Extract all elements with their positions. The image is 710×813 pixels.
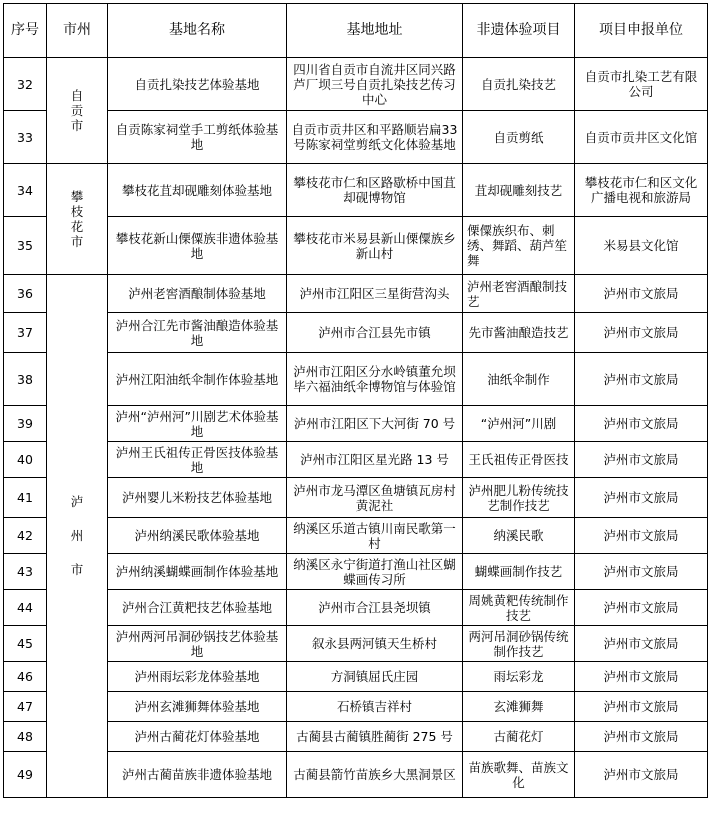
city-label: 攀枝花市 <box>70 189 84 249</box>
cell-address: 石桥镇吉祥村 <box>287 692 463 722</box>
table-row <box>4 692 708 722</box>
cell-seq: 38 <box>4 353 47 406</box>
cell-seq: 40 <box>4 442 47 478</box>
cell-unit: 泸州市文旅局 <box>575 692 708 722</box>
header-address: 基地地址 <box>287 4 463 58</box>
cell-address: 攀枝花市米易县新山傈僳族乡新山村 <box>287 217 463 275</box>
cell-address: 古蔺县箭竹苗族乡大黑洞景区 <box>287 752 463 798</box>
table-row <box>4 353 708 406</box>
cell-name: 泸州纳溪民歌体验基地 <box>108 518 287 554</box>
city-cell-zigong <box>47 58 108 164</box>
cell-unit: 泸州市文旅局 <box>575 752 708 798</box>
cell-unit: 泸州市文旅局 <box>575 406 708 442</box>
cell-seq: 39 <box>4 406 47 442</box>
cell-name: 泸州老窖酒酿制体验基地 <box>108 275 287 313</box>
cell-project: 纳溪民歌 <box>463 518 575 554</box>
cell-project: 蝴蝶画制作技艺 <box>463 554 575 590</box>
cell-name: 泸州合江先市酱油酿造体验基地 <box>108 313 287 353</box>
cell-unit: 米易县文化馆 <box>575 217 708 275</box>
cell-project: 傈僳族织布、刺绣、舞蹈、葫芦笙舞 <box>463 217 575 275</box>
cell-seq: 42 <box>4 518 47 554</box>
cell-address: 叙永县两河镇天生桥村 <box>287 626 463 662</box>
cell-address: 四川省自贡市自流井区同兴路芦厂坝三号自贡扎染技艺传习中心 <box>287 58 463 111</box>
cell-name: 攀枝花苴却砚雕刻体验基地 <box>108 164 287 217</box>
cell-name: 泸州玄滩狮舞体验基地 <box>108 692 287 722</box>
table-row <box>4 478 708 518</box>
table-row <box>4 275 708 313</box>
cell-unit: 泸州市文旅局 <box>575 313 708 353</box>
header-city: 市州 <box>47 4 108 58</box>
table-row <box>4 164 708 217</box>
cell-unit: 泸州市文旅局 <box>575 518 708 554</box>
cell-unit: 泸州市文旅局 <box>575 722 708 752</box>
cell-name: 泸州古蔺花灯体验基地 <box>108 722 287 752</box>
cell-address: 方洞镇屈氏庄园 <box>287 662 463 692</box>
cell-unit: 泸州市文旅局 <box>575 353 708 406</box>
table-row <box>4 722 708 752</box>
cell-name: 泸州江阳油纸伞制作体验基地 <box>108 353 287 406</box>
cell-seq: 46 <box>4 662 47 692</box>
header-seq: 序号 <box>4 4 47 58</box>
cell-seq: 43 <box>4 554 47 590</box>
heritage-base-table <box>3 3 708 798</box>
table-row <box>4 554 708 590</box>
cell-project: “泸州河”川剧 <box>463 406 575 442</box>
cell-seq: 37 <box>4 313 47 353</box>
cell-project: 苴却砚雕刻技艺 <box>463 164 575 217</box>
cell-unit: 泸州市文旅局 <box>575 275 708 313</box>
cell-address: 泸州市江阳区下大河街 70 号 <box>287 406 463 442</box>
cell-unit: 泸州市文旅局 <box>575 554 708 590</box>
cell-unit: 泸州市文旅局 <box>575 626 708 662</box>
cell-address: 泸州市江阳区分水岭镇董允坝毕六福油纸伞博物馆与体验馆 <box>287 353 463 406</box>
cell-project: 自贡剪纸 <box>463 111 575 164</box>
cell-name: 泸州雨坛彩龙体验基地 <box>108 662 287 692</box>
cell-seq: 41 <box>4 478 47 518</box>
city-cell-luzhou <box>47 275 108 798</box>
city-label: 自贡市 <box>70 88 84 133</box>
header-name: 基地名称 <box>108 4 287 58</box>
cell-project: 王氏祖传正骨医技 <box>463 442 575 478</box>
cell-project: 两河吊洞砂锅传统制作技艺 <box>463 626 575 662</box>
cell-name: 自贡陈家祠堂手工剪纸体验基地 <box>108 111 287 164</box>
cell-project: 自贡扎染技艺 <box>463 58 575 111</box>
cell-seq: 33 <box>4 111 47 164</box>
cell-name: 泸州纳溪蝴蝶画制作体验基地 <box>108 554 287 590</box>
cell-project: 先市酱油酿造技艺 <box>463 313 575 353</box>
cell-unit: 泸州市文旅局 <box>575 590 708 626</box>
table-row <box>4 442 708 478</box>
cell-address: 泸州市江阳区星光路 13 号 <box>287 442 463 478</box>
cell-unit: 泸州市文旅局 <box>575 478 708 518</box>
cell-seq: 45 <box>4 626 47 662</box>
header-project: 非遗体验项目 <box>463 4 575 58</box>
cell-project: 泸州老窖酒酿制技艺 <box>463 275 575 313</box>
cell-project: 雨坛彩龙 <box>463 662 575 692</box>
cell-unit: 自贡市贡井区文化馆 <box>575 111 708 164</box>
city-label: 泸州市 <box>70 494 84 577</box>
table-row <box>4 217 708 275</box>
cell-address: 纳溪区乐道古镇川南民歌第一村 <box>287 518 463 554</box>
cell-unit: 攀枝花市仁和区文化广播电视和旅游局 <box>575 164 708 217</box>
cell-seq: 48 <box>4 722 47 752</box>
cell-address: 泸州市合江县尧坝镇 <box>287 590 463 626</box>
table-row <box>4 111 708 164</box>
cell-project: 玄滩狮舞 <box>463 692 575 722</box>
table-row <box>4 752 708 798</box>
cell-unit: 泸州市文旅局 <box>575 442 708 478</box>
cell-name: 泸州王氏祖传正骨医技体验基地 <box>108 442 287 478</box>
table-row <box>4 406 708 442</box>
cell-project: 泸州肥儿粉传统技艺制作技艺 <box>463 478 575 518</box>
cell-address: 泸州市江阳区三星街营沟头 <box>287 275 463 313</box>
cell-address: 泸州市龙马潭区鱼塘镇瓦房村黄泥社 <box>287 478 463 518</box>
cell-name: 泸州合江黄粑技艺体验基地 <box>108 590 287 626</box>
table-row <box>4 662 708 692</box>
cell-address: 纳溪区永宁街道打渔山社区蝴蝶画传习所 <box>287 554 463 590</box>
cell-project: 古蔺花灯 <box>463 722 575 752</box>
cell-name: 泸州婴儿米粉技艺体验基地 <box>108 478 287 518</box>
cell-name: 泸州古蔺苗族非遗体验基地 <box>108 752 287 798</box>
cell-name: 泸州“泸州河”川剧艺术体验基地 <box>108 406 287 442</box>
cell-name: 自贡扎染技艺体验基地 <box>108 58 287 111</box>
table-header-row <box>4 4 708 58</box>
cell-seq: 35 <box>4 217 47 275</box>
cell-project: 苗族歌舞、苗族文化 <box>463 752 575 798</box>
city-cell-panzhihua <box>47 164 108 275</box>
cell-address: 泸州市合江县先市镇 <box>287 313 463 353</box>
table-row <box>4 590 708 626</box>
cell-unit: 自贡市扎染工艺有限公司 <box>575 58 708 111</box>
cell-unit: 泸州市文旅局 <box>575 662 708 692</box>
cell-name: 攀枝花新山傈僳族非遗体验基地 <box>108 217 287 275</box>
table-row <box>4 626 708 662</box>
cell-address: 攀枝花市仁和区路歇桥中国苴却砚博物馆 <box>287 164 463 217</box>
table-row <box>4 58 708 111</box>
cell-address: 古蔺县古蔺镇胜蔺街 275 号 <box>287 722 463 752</box>
table-row <box>4 313 708 353</box>
cell-name: 泸州两河吊洞砂锅技艺体验基地 <box>108 626 287 662</box>
cell-address: 自贡市贡井区和平路顺岩扁33号陈家祠堂剪纸文化体验基地 <box>287 111 463 164</box>
cell-project: 油纸伞制作 <box>463 353 575 406</box>
table-row <box>4 518 708 554</box>
header-unit: 项目申报单位 <box>575 4 708 58</box>
cell-seq: 44 <box>4 590 47 626</box>
cell-seq: 32 <box>4 58 47 111</box>
cell-seq: 49 <box>4 752 47 798</box>
cell-project: 周姚黄粑传统制作技艺 <box>463 590 575 626</box>
cell-seq: 47 <box>4 692 47 722</box>
cell-seq: 36 <box>4 275 47 313</box>
cell-seq: 34 <box>4 164 47 217</box>
